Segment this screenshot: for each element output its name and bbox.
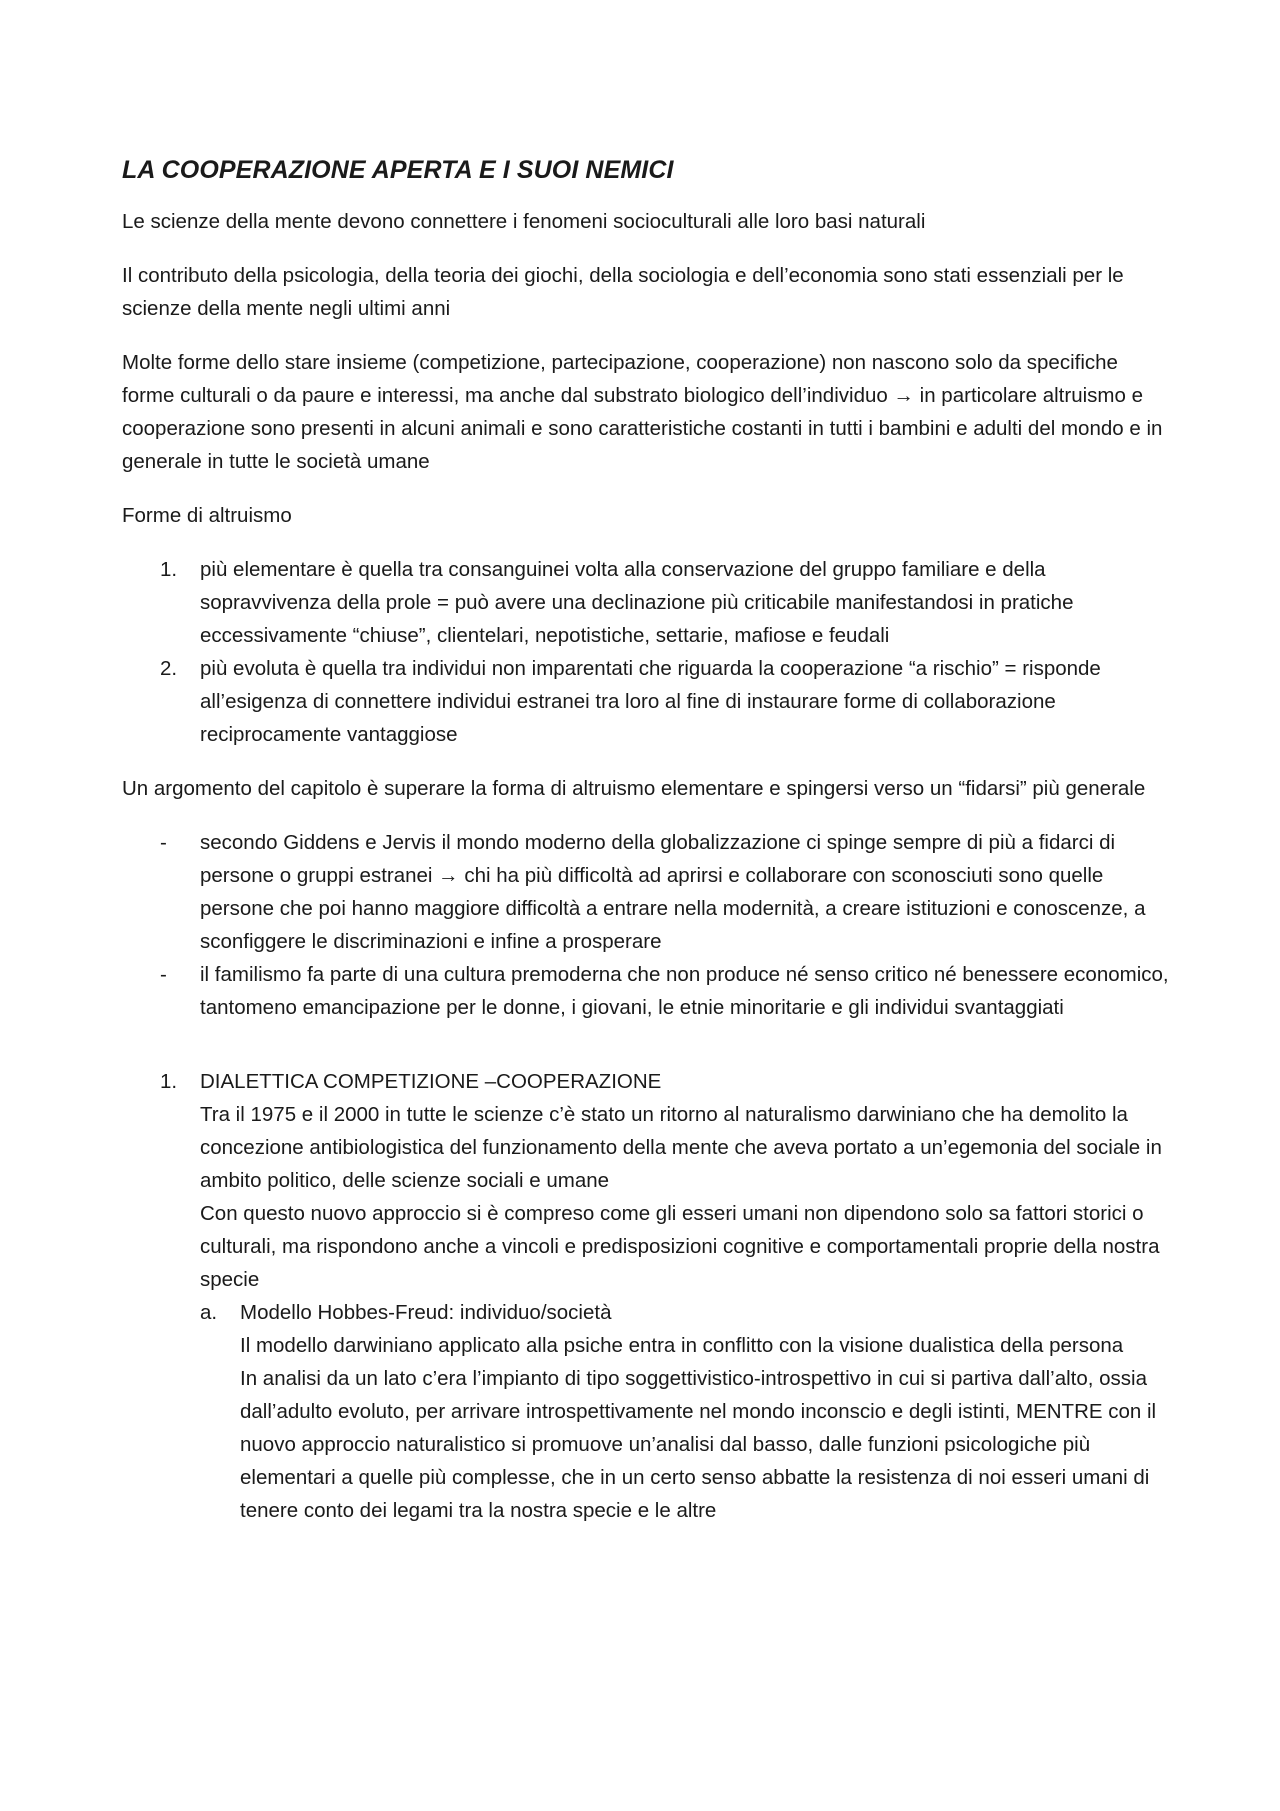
list-item — [122, 652, 1170, 751]
section-text: Tra il 1975 e il 2000 in tutte le scienze c’è stato un ritorno al naturalismo darwiniano che ha demolito la concezione antibiologistica del funzionamento della mente che aveva portato a un’egemonia del sociale in ambito politico, delle scienze sociali e umane — [200, 1103, 1162, 1192]
section-item — [122, 1065, 1170, 1527]
paragraph-argument: Un argomento del capitolo è superare la forma di altruismo elementare e spingersi verso un “fidarsi” più generale — [122, 777, 1146, 800]
list-marker: - — [160, 963, 167, 986]
list-item — [122, 826, 1170, 958]
subsection-text: Il modello darwiniano applicato alla psiche entra in conflitto con la visione dualistica della persona — [240, 1334, 1124, 1357]
list-item — [122, 553, 1170, 652]
paragraph-altruism-heading: Forme di altruismo — [122, 504, 292, 527]
subsection-heading: Modello Hobbes-Freud: individuo/società — [240, 1301, 612, 1324]
paragraph-contributions: Il contributo della psicologia, della teoria dei giochi, della sociologia e dell’economia sono stati essenziali per le scienze della mente negli ultimi anni — [122, 264, 1124, 320]
subsection-marker: a. — [200, 1301, 218, 1324]
list-item-text: più elementare è quella tra consanguinei volta alla conservazione del gruppo familiare e della sopravvivenza della prole = può avere una declinazione più criticabile manifestandosi in pratiche eccessivamente “chiuse”, clientelari, nepotistiche, settarie, mafiose e feudali — [200, 558, 1074, 647]
subsection-list — [200, 1296, 1170, 1527]
list-marker: - — [160, 831, 167, 854]
spacer — [122, 1045, 1170, 1065]
paragraph-forms: Molte forme dello stare insieme (competizione, partecipazione, cooperazione) non nascono solo da specifiche forme culturali o da paure e interessi, ma anche dal substrato biologico dell’individuo → in particolare altruismo e cooperazione sono presenti in alcuni animali e sono caratteristiche costanti in tutti i bambini e adulti del mondo e in generale in tutte le società umane — [122, 351, 1163, 473]
dash-list — [122, 826, 1170, 1024]
list-marker: 1. — [160, 558, 178, 581]
list-item-text: più evoluta è quella tra individui non imparentati che riguarda la cooperazione “a rischio” = risponde all’esigenza di connettere individui estranei tra loro al fine di instaurare forme di collaborazione reciprocamente vantaggiose — [200, 657, 1101, 746]
subsection-item — [200, 1296, 1170, 1527]
section-heading: DIALETTICA COMPETIZIONE –COOPERAZIONE — [200, 1070, 662, 1093]
section-marker: 1. — [160, 1070, 178, 1093]
paragraph-intro: Le scienze della mente devono connettere i fenomeni socioculturali alle loro basi naturali — [122, 210, 926, 233]
altruism-list — [122, 553, 1170, 751]
section-list — [122, 1065, 1170, 1527]
list-item-text: il familismo fa parte di una cultura premoderna che non produce né senso critico né benessere economico, tantomeno emancipazione per le donne, i giovani, le etnie minoritarie e gli individui svantaggiati — [200, 963, 1169, 1019]
list-item — [122, 958, 1170, 1024]
subsection-text: In analisi da un lato c’era l’impianto di tipo soggettivistico-introspettivo in cui si partiva dall’alto, ossia dall’adulto evoluto, per arrivare introspettivamente nel mondo inconscio e degli istinti, MENTRE con il nuovo approccio naturalistico si promuove un’analisi dal basso, dalle funzioni psicologiche più elementari a quelle più complesse, che in un certo senso abbatte la resistenza di noi esseri umani di tenere conto dei legami tra la nostra specie e le altre — [240, 1367, 1157, 1522]
list-marker: 2. — [160, 657, 178, 680]
document-title: LA COOPERAZIONE APERTA E I SUOI NEMICI — [122, 156, 674, 184]
section-text: Con questo nuovo approccio si è compreso come gli esseri umani non dipendono solo sa fattori storici o culturali, ma rispondono anche a vincoli e predisposizioni cognitive e comportamentali proprie della nostra specie — [200, 1202, 1160, 1291]
list-item-text: secondo Giddens e Jervis il mondo moderno della globalizzazione ci spinge sempre di più a fidarci di persone o gruppi estranei → chi ha più difficoltà ad aprirsi e collaborare con sconosciuti sono quelle persone che poi hanno maggiore difficoltà a entrare nella modernità, a creare istituzioni e conoscenze, a sconfiggere le discriminazioni e infine a prosperare — [200, 831, 1146, 953]
